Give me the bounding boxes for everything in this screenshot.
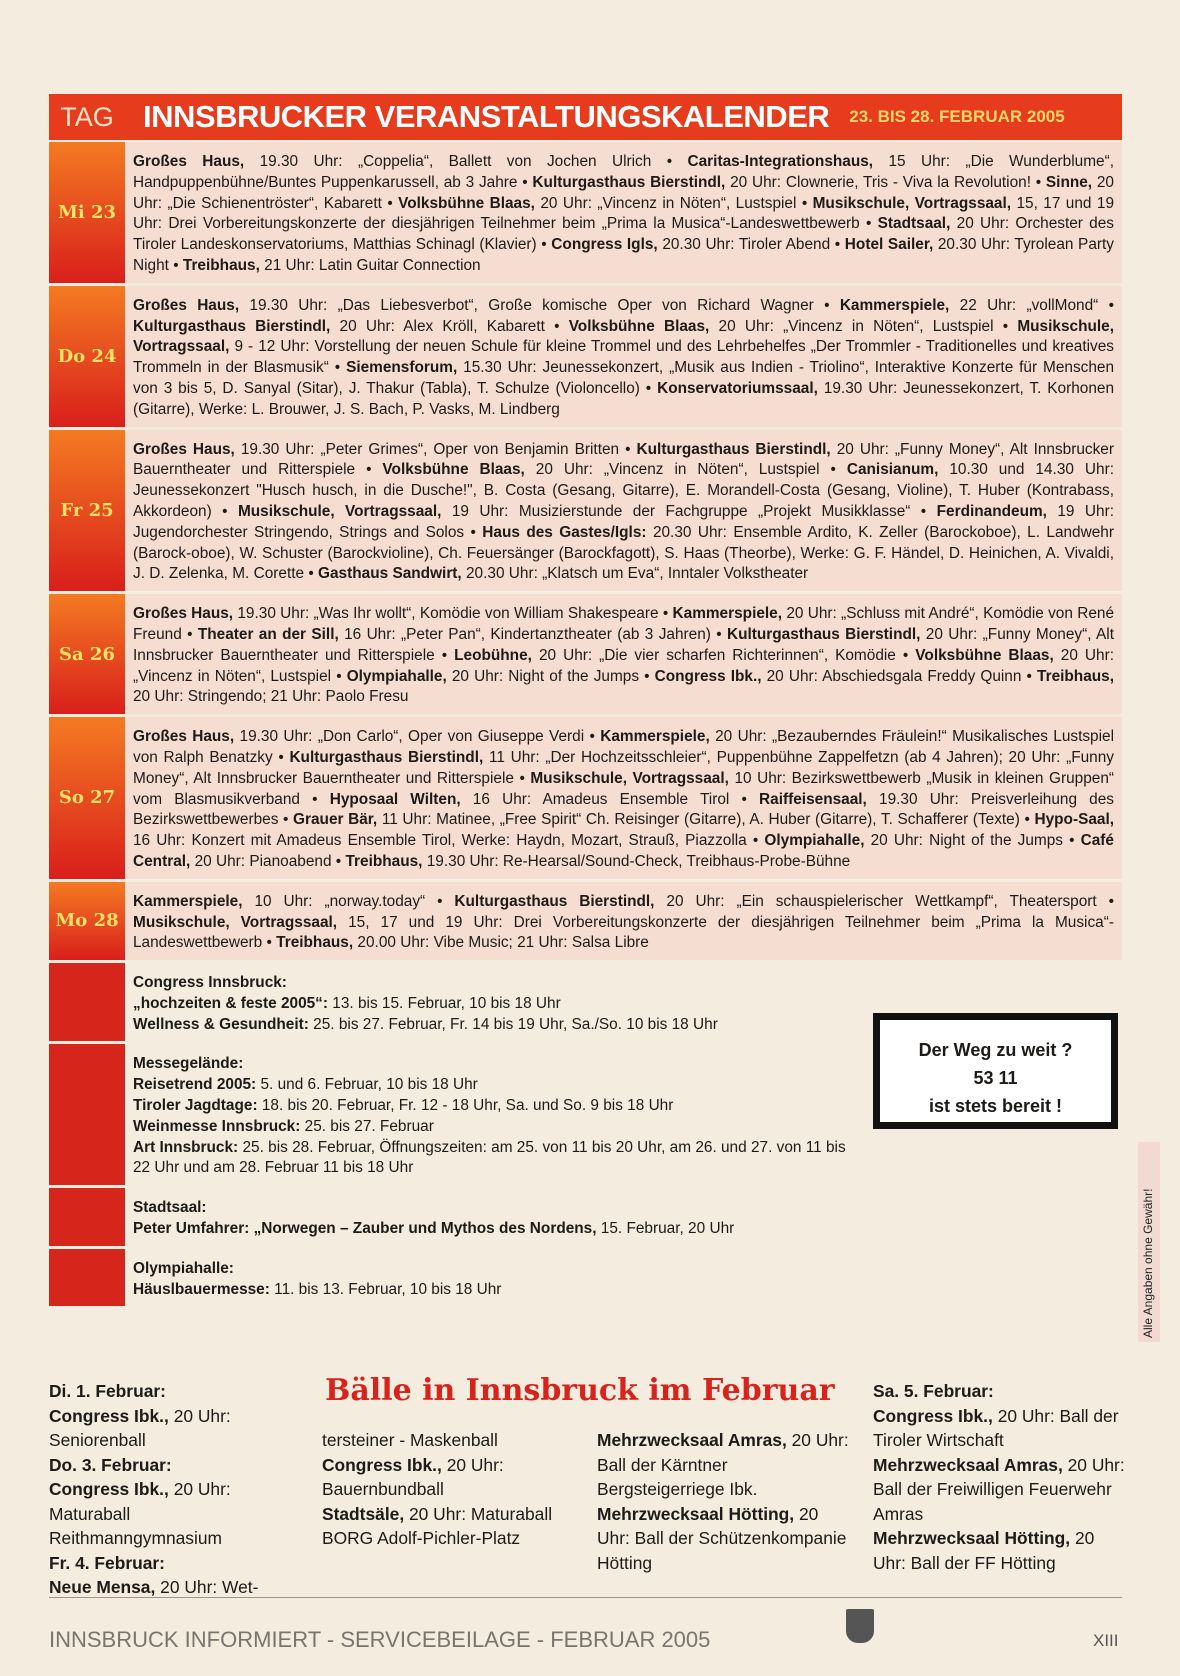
event-entry — [532, 174, 1031, 191]
event-details: 10.30 und 14.30 Uhr: Jeunessekonzert "Husch husch, in die Dusche!", B. Costa (Gesang, Gitarre), E. Morandell-Costa (Gesang, Violine), T. Huber (Kontrabass, Akkordeon) — [133, 461, 1114, 520]
event-details: 15 Uhr: „Die Wunderblume“, Handpuppenbühne/Buntes Puppenkarussell, ab 3 Jahre — [133, 153, 1114, 191]
notice-phone: 53 11 — [973, 1068, 1018, 1088]
ball-details: 20 Uhr: Ball der Kärntner Bergsteigerriege Ibk. — [597, 1430, 849, 1499]
venue-item-text: 15. Februar, 20 Uhr — [600, 1220, 735, 1238]
event-entry — [133, 297, 814, 314]
day-label: Do 24 — [49, 286, 125, 427]
ball-entry — [322, 1502, 574, 1551]
calendar-row — [49, 717, 1122, 879]
calendar-row — [49, 882, 1122, 960]
notice-line-3: ist stets bereit ! — [928, 1096, 1063, 1116]
day-events: Großes Haus, 19.30 Uhr: „Coppelia“, Ballett von Jochen Ulrich • Caritas-Integrationshaus, 15 Uhr: „Die Wunderblume“, Handpuppenbühne/Buntes Puppenkarussell, ab 3 Jahre • Kulturgasthaus Bierstindl, 20 Uhr: Clownerie, Tris - Viva la Revolution! • Sinne, 20 Uhr: „Die Schienentröster“, Kabarett • Volksbühne Blaas, 20 Uhr: „Vincenz in Nöten“, Lustspiel • Musikschule, Vortragssaal, 15, 17 und 19 Uhr: Drei Vorbereitungskonzerte der diesjährigen Teilnehmer beim „Prima la Musica“-Landeswettbewerb • Stadtsaal, 20 Uhr: Orchester des Tiroler Landeskonservatoriums, Matthias Schinagl (Klavier) • Congress Igls, 20.30 Uhr: Tiroler Abend • Hotel Sailer, 20.30 Uhr: Tyrolean Party Night • Treibhaus, 21 Uhr: Latin Guitar Connection — [125, 142, 1122, 283]
day-label: Mo 28 — [49, 882, 125, 960]
event-entry — [318, 565, 808, 582]
event-venue: Volksbühne Blaas, — [398, 194, 535, 212]
event-entry — [454, 647, 896, 664]
event-details: 20 Uhr: „Ein schauspielerischer Wettkampf“, Theatersport — [666, 892, 1097, 910]
venue-info-block — [49, 1188, 1122, 1246]
venue-info — [125, 1249, 1122, 1307]
day-events: Großes Haus, 19.30 Uhr: „Was Ihr wollt“, Komödie von William Shakespeare • Kammerspiele, 20 Uhr: „Schluss mit André“, Komödie von René Freund • Theater an der Sill, 16 Uhr: „Peter Pan“, Kindertanztheater (ab 3 Jahren) • Kulturgasthaus Bierstindl, 20 Uhr: „Funny Money“, Alt Innsbrucker Bauerntheater und Ritterspiele • Leobühne, 20 Uhr: „Die vier scharfen Richterinnen“, Komödie • Volksbühne Blaas, 20 Uhr: „Vincenz in Nöten“, Lustspiel • Olympiahalle, 20 Uhr: Night of the Jumps • Congress Ibk., 20 Uhr: Abschiedsgala Freddy Quinn • Treibhaus, 20 Uhr: Stringendo; 21 Uhr: Paolo Fresu — [125, 594, 1122, 714]
event-entry — [382, 461, 819, 478]
event-entry — [133, 318, 545, 335]
event-venue: Volksbühne Blaas, — [568, 317, 710, 335]
event-entry — [183, 257, 481, 274]
venue-name: Messegelände: — [133, 1055, 244, 1073]
footer-divider — [49, 1597, 1122, 1598]
page-number: XIII — [1093, 1631, 1119, 1650]
ball-details: 20 Uhr: Ball der Tiroler Wirtschaft — [873, 1405, 1119, 1450]
venue-item-text: 5. und 6. Februar, 10 bis 18 Uhr — [260, 1076, 478, 1094]
event-entry — [569, 318, 994, 335]
day-events: Großes Haus, 19.30 Uhr: „Das Liebesverbot“, Große komische Oper von Richard Wagner • Kammerspiele, 22 Uhr: „vollMond“ • Kulturgasthaus Bierstindl, 20 Uhr: Alex Kröll, Kabarett • Volksbühne Blaas, 20 Uhr: „Vincenz in Nöten“, Lustspiel • Musikschule, Vortragssaal, 9 - 12 Uhr: Vorstellung der neuen Schule für kleine Trommel und des Lehrbehelfes „Der Trommler - Traditionelles und kreatives Trommeln in der Blasmusik“ • Siemensforum, 15.30 Uhr: Jeunessekonzert, „Musik aus Indien - Triolino“, Interaktive Konzerte für Menschen von 3 bis 5, D. Sanyal (Sitar), J. Thakur (Tabla), T. Schulze (Violoncello) • Konservatoriumssaal, 19.30 Uhr: Jeunessekonzert, T. Korhonen (Gitarre), Werke: L. Brouwer, J. S. Bach, P. Vasks, M. Lindberg — [125, 286, 1122, 427]
venue-marker — [49, 963, 125, 1041]
city-crest-icon — [846, 1609, 874, 1643]
taxi-notice-box — [873, 1013, 1118, 1129]
event-details: 16 Uhr: Amadeus Ensemble Tirol — [472, 790, 730, 808]
event-details: 20 Uhr: Pianoabend — [194, 852, 332, 870]
venue-item-text: 25. bis 27. Februar — [304, 1117, 434, 1135]
event-venue: Leobühne, — [454, 646, 532, 664]
event-venue: Canisianum, — [846, 461, 939, 479]
day-label: Sa 26 — [49, 594, 125, 714]
event-details: 20.30 Uhr: „Klatsch um Eva“, Inntaler Volkstheater — [466, 565, 809, 583]
event-details: 10 Uhr: Bezirkswettbewerb „Musik in kleinen Gruppen“ vom Blasmusikverband — [133, 769, 1115, 808]
event-details: 20 Uhr: „Funny Money“, Alt Innsbrucker Bauerntheater und Ritterspiele — [133, 625, 1114, 664]
event-details: 20 Uhr: Night of the Jumps — [451, 667, 640, 685]
event-details: 19.30 Uhr: „Don Carlo“, Oper von Giuseppe Verdi — [239, 728, 585, 746]
event-venue: Sinne, — [1045, 173, 1093, 191]
event-details: 20.30 Uhr: Tiroler Abend — [662, 236, 831, 254]
header-title: INNSBRUCKER VERANSTALTUNGSKALENDER — [143, 99, 830, 134]
event-venue: Musikschule, Vortragssaal, — [133, 913, 338, 931]
header-date-range: 23. BIS 28. FEBRUAR 2005 — [849, 107, 1065, 126]
venue-item — [133, 1096, 862, 1117]
event-venue: Volksbühne Blaas, — [915, 646, 1054, 664]
ball-venue: Congress Ibk., — [873, 1405, 993, 1426]
event-details: 20 Uhr: Alex Kröll, Kabarett — [339, 317, 545, 335]
balls-column-3 — [597, 1428, 849, 1575]
event-entry — [347, 668, 639, 685]
ball-details: 20 Uhr: Ball der FF Hötting — [873, 1528, 1095, 1573]
disclaimer-strip — [1138, 1142, 1160, 1342]
event-venue: Treibhaus, — [276, 934, 354, 952]
balls-column-1 — [49, 1379, 301, 1600]
event-details: 19 Uhr: Jugendorchester Stringendo, Strings and Solos — [133, 502, 1114, 541]
event-details: 20 Uhr: Clownerie, Tris - Viva la Revolution! — [730, 173, 1031, 191]
event-details: 15, 17 und 19 Uhr: Drei Vorbereitungskonzerte der diesjährigen Teilnehmer beim „Prima la Musica“-Landeswettbewerb — [133, 194, 1115, 233]
venue-item — [133, 1219, 1114, 1240]
event-details: 15, 17 und 19 Uhr: Drei Vorbereitungskonzerte der diesjährigen Teilnehmer beim „Prima la Musica“-Landeswettbewerb — [133, 913, 1114, 952]
disclaimer-text: Alle Angaben ohne Gewähr! — [1141, 1188, 1155, 1338]
venue-marker — [49, 1044, 125, 1185]
event-entry — [133, 153, 651, 170]
event-details: 19.30 Uhr: Preisverleihung des Bezirkswettbewerbes — [133, 790, 1114, 829]
venue-item — [133, 1015, 862, 1036]
ball-details: 20 Uhr: Maturaball BORG Adolf-Pichler-Platz — [322, 1503, 553, 1548]
event-entry — [655, 668, 1022, 685]
ball-entry — [597, 1428, 849, 1502]
event-venue: Kulturgasthaus Bierstindl, — [636, 440, 831, 458]
event-venue: Großes Haus, — [133, 296, 240, 314]
event-venue: Großes Haus, — [133, 440, 235, 458]
event-details: 19 Uhr: Musizierstunde der Fachgruppe „Projekt Musikklasse“ — [451, 502, 911, 520]
venue-item-text: 11. bis 13. Februar, 10 bis 18 Uhr — [274, 1280, 502, 1298]
event-details: 20 Uhr: „Die vier scharfen Richterinnen“, Komödie — [538, 646, 896, 664]
ball-venue: Congress Ibk., — [49, 1405, 169, 1426]
event-details: 19.30 Uhr: „Was Ihr wollt“, Komödie von William Shakespeare — [237, 605, 659, 623]
ball-details: 20 Uhr: Ball der Schützenkompanie Hötting — [597, 1503, 847, 1573]
ball-entry — [597, 1502, 849, 1576]
ball-details: 20 Uhr: Seniorenball — [49, 1405, 231, 1450]
event-details: 20 Uhr: „Vincenz in Nöten“, Lustspiel — [540, 194, 797, 212]
event-venue: Hyposaal Wilten, — [329, 790, 461, 808]
event-details: 11 Uhr: „Der Hochzeitsschleier“, Puppenbühne Zappelfetzn (ab 4 Jahren); 20 Uhr: „Funny Money“, Alt Innsbrucker Bauerntheater und Ritterspiele — [133, 748, 1115, 787]
event-venue: Ferdinandeum, — [936, 502, 1047, 520]
event-entry — [133, 893, 425, 910]
event-details: 16 Uhr: „Peter Pan“, Kindertanztheater (ab 3 Jahren) — [344, 625, 711, 643]
event-venue: Kulturgasthaus Bierstindl, — [454, 892, 655, 910]
event-entry — [133, 728, 584, 745]
event-venue: Musikschule, Vortragssaal, — [133, 317, 1114, 356]
venue-marker — [49, 1188, 125, 1246]
venue-item-text: 18. bis 20. Februar, Fr. 12 - 18 Uhr, Sa. und So. 9 bis 18 Uhr — [261, 1097, 674, 1115]
calendar-row — [49, 142, 1122, 283]
ball-venue: Mehrzwecksaal Hötting, — [873, 1528, 1071, 1548]
event-details: 20.30 Uhr: Ensemble Ardito, K. Zeller (Barockoboe), L. Landwehr (Barock-oboe), W. Schuster (Barockvioline), Ch. Feuersänger (Barockfagott), S. Haas (Theorbe), Werke: G. F. Händel, D. Heinichen, A. Vivaldi, J. D. Zelenka, M. Corette — [133, 523, 1114, 583]
ball-venue: Mehrzwecksaal Amras, — [873, 1454, 1063, 1475]
event-details: 21 Uhr: Latin Guitar Connection — [264, 256, 481, 274]
event-details: 20 Uhr: „Vincenz in Nöten“, Lustspiel — [718, 317, 994, 335]
event-venue: Café Central, — [133, 832, 1114, 870]
event-details: 10 Uhr: „norway.today“ — [254, 892, 426, 910]
event-venue: Caritas-Integrationshaus, — [687, 153, 874, 170]
venue-item — [133, 994, 862, 1015]
event-venue: Großes Haus, — [133, 605, 234, 623]
venue-item-label: „hochzeiten & feste 2005“: — [133, 994, 329, 1012]
event-details: 20 Uhr: Orchester des Tiroler Landeskonservatoriums, Matthias Schinagl (Klavier) — [133, 215, 1114, 254]
event-venue: Hotel Sailer, — [844, 236, 934, 254]
event-details: 20 Uhr: „Vincenz in Nöten“, Lustspiel — [133, 646, 1114, 685]
ball-venue: Mehrzwecksaal Hötting, — [597, 1503, 795, 1524]
event-venue: Großes Haus, — [133, 153, 245, 170]
event-venue: Musikschule, Vortragssaal, — [812, 194, 1012, 212]
event-venue: Congress Igls, — [551, 236, 658, 254]
event-entry — [293, 811, 1020, 828]
event-details: 20.30 Uhr: Tyrolean Party Night — [133, 236, 1114, 274]
calendar-rows — [49, 142, 1122, 1309]
day-label: Fr 25 — [49, 430, 125, 592]
event-details: 20 Uhr: „Funny Money“, Alt Innsbrucker Bauerntheater und Ritterspiele — [133, 440, 1114, 479]
ball-venue: Congress Ibk., — [49, 1479, 169, 1499]
event-venue: Gasthaus Sandwirt, — [318, 565, 462, 583]
event-entry — [551, 236, 830, 253]
event-details: 19.30 Uhr: „Coppelia“, Ballett von Jochen Ulrich — [259, 153, 652, 170]
day-events: Großes Haus, 19.30 Uhr: „Peter Grimes“, Oper von Benjamin Britten • Kulturgasthaus Bierstindl, 20 Uhr: „Funny Money“, Alt Innsbrucker Bauerntheater und Ritterspiele • Volksbühne Blaas, 20 Uhr: „Vincenz in Nöten“, Lustspiel • Canisianum, 10.30 und 14.30 Uhr: Jeunessekonzert "Husch husch, in die Dusche!", B. Costa (Gesang, Gitarre), E. Morandell-Costa (Gesang, Violine), T. Huber (Kontrabass, Akkordeon) • Musikschule, Vortragssaal, 19 Uhr: Musizierstunde der Fachgruppe „Projekt Musikklasse“ • Ferdinandeum, 19 Uhr: Jugendorchester Stringendo, Strings and Solos • Haus des Gastes/Igls: 20.30 Uhr: Ensemble Ardito, K. Zeller (Barockoboe), L. Landwehr (Barock-oboe), W. Schuster (Barockvioline), Ch. Feuersänger (Barockfagott), S. Haas (Theorbe), Werke: G. F. Händel, D. Heinichen, A. Vivaldi, J. D. Zelenka, M. Corette • Gasthaus Sandwirt, 20.30 Uhr: „Klatsch um Eva“, Inntaler Volkstheater — [125, 430, 1122, 592]
event-details: 19.30 Uhr: Re-Hearsal/Sound-Check, Treibhaus-Probe-Bühne — [426, 852, 851, 870]
event-venue: Siemensforum, — [346, 359, 458, 377]
event-venue: Stadtsaal, — [877, 215, 951, 233]
ball-entry — [873, 1526, 1125, 1575]
ball-date: Fr. 4. Februar: — [49, 1552, 165, 1573]
event-entry — [198, 626, 711, 643]
event-venue: Grauer Bär, — [293, 811, 378, 829]
balls-column-4 — [873, 1379, 1125, 1575]
calendar-row — [49, 286, 1122, 427]
venue-item-label: Weinmesse Innsbruck: — [133, 1117, 301, 1135]
day-events: Kammerspiele, 10 Uhr: „norway.today“ • Kulturgasthaus Bierstindl, 20 Uhr: „Ein schauspielerischer Wettkampf“, Theatersport • Musikschule, Vortragssaal, 15, 17 und 19 Uhr: Drei Vorbereitungskonzerte der diesjährigen Teilnehmer beim „Prima la Musica“-Landeswettbewerb • Treibhaus, 20.00 Uhr: Vibe Music; 21 Uhr: Salsa Libre — [125, 882, 1122, 960]
event-details: 9 - 12 Uhr: Vorstellung der neuen Schule für kleine Trommel und des Lehrbehelfes „Der Trommler - Traditionelles und kreatives Trommeln in der Blasmusik“ — [133, 338, 1114, 377]
venue-item-label: Häuslbauermesse: — [133, 1280, 270, 1298]
event-venue: Treibhaus, — [345, 852, 423, 870]
event-entry — [330, 791, 730, 808]
ball-details: 20 Uhr: Bauernbundball — [322, 1454, 504, 1499]
event-entry — [345, 853, 850, 870]
ball-details: 20 Uhr: Wet- — [160, 1577, 259, 1597]
ball-entry — [49, 1477, 301, 1551]
event-entry — [238, 503, 910, 520]
event-venue: Congress Ibk., — [654, 667, 762, 685]
header-tag-label: TAG — [60, 101, 114, 132]
event-venue: Kammerspiele, — [672, 605, 783, 623]
event-details: 20 Uhr: „Bezauberndes Fräulein!“ Musikalisches Lustspiel von Ralph Benatzky — [133, 728, 1114, 766]
ball-date: Sa. 5. Februar: — [873, 1381, 994, 1401]
footer-title: INNSBRUCK INFORMIERT - SERVICEBEILAGE - FEBRUAR 2005 — [49, 1627, 711, 1652]
notice-line-1: Der Weg zu weit ? — [918, 1040, 1073, 1060]
event-venue: Olympiahalle, — [346, 667, 447, 685]
event-venue: Kulturgasthaus Bierstindl, — [133, 317, 331, 335]
event-details: 20 Uhr: Night of the Jumps — [870, 832, 1063, 850]
balls-title: Bälle in Innsbruck im Februar — [325, 1373, 835, 1408]
calendar-header — [49, 94, 1122, 140]
ball-venue: Neue Mensa, — [49, 1577, 156, 1597]
event-details: 20 Uhr: „Vincenz in Nöten“, Lustspiel — [535, 461, 820, 479]
event-details: 20 Uhr: Abschiedsgala Freddy Quinn — [766, 667, 1022, 685]
venue-info-block — [49, 1249, 1122, 1307]
ball-entry — [49, 1404, 301, 1453]
venue-name: Olympiahalle: — [133, 1259, 234, 1277]
ball-date: Di. 1. Februar: — [49, 1381, 166, 1401]
event-details: 16 Uhr: Konzert mit Amadeus Ensemble Tirol, Werke: Haydn, Mozart, Strauß, Piazzolla — [133, 832, 747, 850]
ball-venue: Stadtsäle, — [322, 1503, 405, 1524]
calendar-row — [49, 594, 1122, 714]
venue-item-text: 25. bis 28. Februar, Öffnungszeiten: am 25. von 11 bis 20 Uhr, am 26. und 27. von 11 bis 22 Uhr und am 28. Februar 11 bis 18 Uhr — [133, 1138, 846, 1177]
venue-item — [133, 1075, 862, 1096]
venue-name: Stadtsaal: — [133, 1199, 207, 1217]
event-venue: Musikschule, Vortragssaal, — [237, 502, 442, 520]
venue-name: Congress Innsbruck: — [133, 974, 287, 992]
venue-info — [125, 1188, 1122, 1246]
event-venue: Theater an der Sill, — [197, 625, 339, 643]
event-venue: Raiffeisensaal, — [759, 790, 867, 808]
event-details: 19.30 Uhr: „Peter Grimes“, Oper von Benjamin Britten — [240, 440, 620, 458]
calendar-row — [49, 430, 1122, 592]
event-entry — [840, 297, 1098, 314]
event-entry — [764, 832, 1063, 849]
event-venue: Kulturgasthaus Bierstindl, — [289, 748, 484, 766]
event-entry — [133, 605, 659, 622]
ball-text: tersteiner - Maskenball — [322, 1430, 498, 1450]
event-venue: Treibhaus, — [182, 256, 260, 274]
venue-item-label: Wellness & Gesundheit: — [133, 1015, 309, 1033]
event-entry — [454, 893, 1096, 910]
venue-item-label: Art Innsbruck: — [133, 1138, 239, 1156]
event-entry — [398, 195, 796, 212]
ball-entry — [873, 1453, 1125, 1527]
venue-item-text: 13. bis 15. Februar, 10 bis 18 Uhr — [332, 994, 561, 1012]
ball-entry — [873, 1404, 1125, 1453]
event-details: 20.00 Uhr: Vibe Music; 21 Uhr: Salsa Libre — [357, 934, 649, 952]
venue-item — [133, 1117, 862, 1138]
event-entry — [276, 934, 649, 951]
day-label: Mi 23 — [49, 142, 125, 283]
event-venue: Treibhaus, — [1037, 667, 1115, 685]
event-details: 11 Uhr: Matinee, „Free Spirit“ Ch. Reisinger (Gitarre), A. Huber (Gitarre), T. Schafferer (Texte) — [381, 811, 1020, 829]
event-details: 20 Uhr: „Die Schienentröster“, Kabarett — [133, 173, 1114, 212]
event-venue: Hypo-Saal, — [1034, 811, 1115, 829]
event-details: 20 Uhr: Stringendo; 21 Uhr: Paolo Fresu — [133, 688, 409, 706]
day-events: Großes Haus, 19.30 Uhr: „Don Carlo“, Oper von Giuseppe Verdi • Kammerspiele, 20 Uhr: „Bezauberndes Fräulein!“ Musikalisches Lustspiel von Ralph Benatzky • Kulturgasthaus Bierstindl, 11 Uhr: „Der Hochzeitsschleier“, Puppenbühne Zappelfetzn (ab 4 Jahren); 20 Uhr: „Funny Money“, Alt Innsbrucker Bauerntheater und Ritterspiele • Musikschule, Vortragssaal, 10 Uhr: Bezirkswettbewerb „Musik in kleinen Gruppen“ vom Blasmusikverband • Hyposaal Wilten, 16 Uhr: Amadeus Ensemble Tirol • Raiffeisensaal, 19.30 Uhr: Preisverleihung des Bezirkswettbewerbes • Grauer Bär, 11 Uhr: Matinee, „Free Spirit“ Ch. Reisinger (Gitarre), A. Huber (Gitarre), T. Schafferer (Texte) • Hypo-Saal, 16 Uhr: Konzert mit Amadeus Ensemble Tirol, Werke: Haydn, Mozart, Strauß, Piazzolla • Olympiahalle, 20 Uhr: Night of the Jumps • Café Central, 20 Uhr: Pianoabend • Treibhaus, 19.30 Uhr: Re-Hearsal/Sound-Check, Treibhaus-Probe-Bühne — [125, 717, 1122, 879]
venue-item-label: Tiroler Jagdtage: — [133, 1097, 258, 1115]
event-venue: Kammerspiele, — [600, 728, 710, 746]
ball-venue: Congress Ibk., — [322, 1454, 442, 1475]
event-venue: Kammerspiele, — [133, 892, 243, 910]
ball-venue: Mehrzwecksaal Amras, — [597, 1430, 787, 1450]
event-venue: Kammerspiele, — [839, 296, 950, 314]
event-venue: Volksbühne Blaas, — [382, 461, 525, 479]
ball-details: 20 Uhr: Ball der Freiwilligen Feuerwehr Amras — [873, 1454, 1125, 1524]
venue-item — [133, 1138, 862, 1180]
event-details: 15.30 Uhr: Jeunessekonzert, „Musik aus Indien - Triolino“, Interaktive Konzerte für Menschen von 3 bis 5, D. Sanyal (Sitar), J. Thakur (Tabla), T. Schulze (Violoncello) — [133, 359, 1115, 397]
ball-entry — [49, 1575, 301, 1600]
event-details: 19.30 Uhr: Jeunessekonzert, T. Korhonen (Gitarre), Werke: L. Brouwer, J. S. Bach, P. Vasks, M. Lindberg — [133, 379, 1114, 418]
event-venue: Haus des Gastes/Igls: — [482, 523, 647, 541]
venue-item-text: 25. bis 27. Februar, Fr. 14 bis 19 Uhr, Sa./So. 10 bis 18 Uhr — [313, 1015, 718, 1033]
event-venue: Kulturgasthaus Bierstindl, — [532, 173, 726, 191]
event-venue: Olympiahalle, — [764, 832, 865, 850]
event-venue: Kulturgasthaus Bierstindl, — [726, 625, 921, 643]
venue-item-label: Peter Umfahrer: „Norwegen – Zauber und Mythos des Nordens, — [133, 1220, 597, 1238]
ball-date: Do. 3. Februar: — [49, 1454, 172, 1475]
event-details: 20 Uhr: „Schluss mit André“, Komödie von René Freund — [133, 605, 1115, 643]
venue-marker — [49, 1249, 125, 1307]
event-venue: Großes Haus, — [133, 728, 235, 746]
ball-details: 20 Uhr: Maturaball Reithmanngymnasium — [49, 1479, 231, 1548]
event-venue: Musikschule, Vortragssaal, — [530, 769, 729, 787]
event-entry — [133, 441, 619, 458]
event-details: 22 Uhr: „vollMond“ — [959, 296, 1099, 314]
ball-entry — [322, 1453, 574, 1502]
balls-column-2 — [322, 1428, 574, 1551]
venue-item — [133, 1280, 1114, 1301]
event-details: 19.30 Uhr: „Das Liebesverbot“, Große komische Oper von Richard Wagner — [249, 296, 814, 314]
event-venue: Konservatoriumssaal, — [657, 379, 818, 397]
venue-item-label: Reisetrend 2005: — [133, 1076, 257, 1094]
day-label: So 27 — [49, 717, 125, 879]
